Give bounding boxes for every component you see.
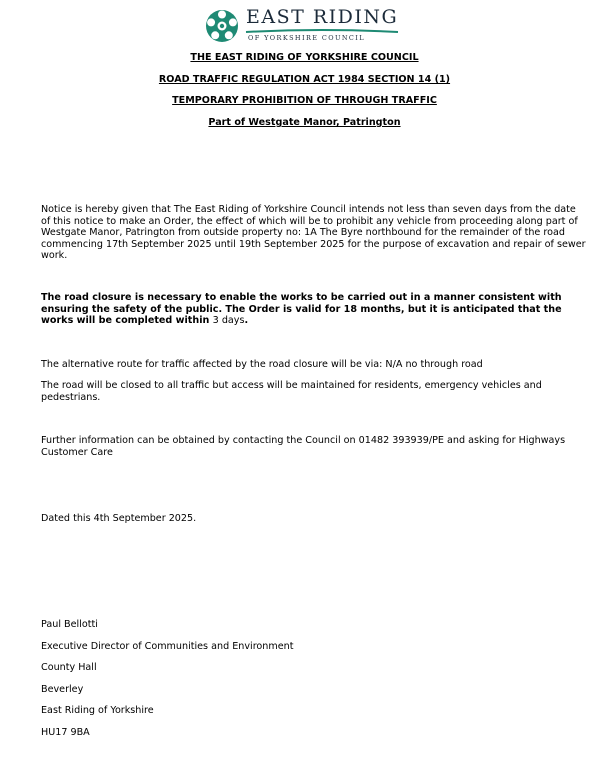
signatory-title: Executive Director of Communities and Environment bbox=[41, 641, 294, 652]
address-line-1: County Hall bbox=[41, 662, 97, 673]
location-heading: Part of Westgate Manor, Patrington bbox=[208, 117, 401, 128]
prohibition-heading: TEMPORARY PROHIBITION OF THROUGH TRAFFIC bbox=[172, 95, 437, 106]
logo-wordmark: EAST RIDING bbox=[246, 6, 399, 28]
act-heading: ROAD TRAFFIC REGULATION ACT 1984 SECTION 14 (1) bbox=[158, 74, 451, 85]
council-logo bbox=[204, 6, 400, 46]
postcode: HU17 9BA bbox=[41, 727, 90, 738]
alternative-route-paragraph: The alternative route for traffic affected by the road closure will be via: N/A no through road bbox=[41, 359, 483, 370]
logo-subtitle: OF YORKSHIRE COUNCIL bbox=[248, 34, 365, 42]
closure-end: . bbox=[244, 315, 249, 327]
address-line-2: Beverley bbox=[41, 684, 84, 695]
closure-text: The road closure is necessary to enable the works to be carried out in a manner consistent with ensuring the safety of the public. The Order is valid for 18 months, but it is anticipated that the works will be completed within bbox=[41, 292, 562, 327]
further-info-paragraph: Further information can be obtained by contacting the Council on 01482 393939/PE and asking for Highways Customer Care bbox=[41, 435, 566, 458]
notice-paragraph: Notice is hereby given that The East Riding of Yorkshire Council intends not less than seven days from the date of this notice to make an Order, the effect of which will be to prohibit any vehicle from proceeding along part of Westgate Manor, Patrington from outside property no: 1A The Byre northbound for the remainder of the road commencing 17th September 2025 until 19th September 2025 for the purpose of excavation and repair of sewer work. bbox=[41, 204, 586, 262]
council-heading: THE EAST RIDING OF YORKSHIRE COUNCIL bbox=[190, 52, 419, 63]
access-paragraph: The road will be closed to all traffic but access will be maintained for residents, emergency vehicles and pedestrians. bbox=[41, 380, 542, 403]
closure-duration: 3 days bbox=[212, 315, 245, 327]
closure-paragraph bbox=[41, 292, 586, 327]
dated-line: Dated this 4th September 2025. bbox=[41, 513, 197, 524]
address-line-3: East Riding of Yorkshire bbox=[41, 705, 154, 716]
signatory-name: Paul Bellotti bbox=[41, 619, 98, 630]
rose-emblem-icon bbox=[204, 8, 240, 44]
